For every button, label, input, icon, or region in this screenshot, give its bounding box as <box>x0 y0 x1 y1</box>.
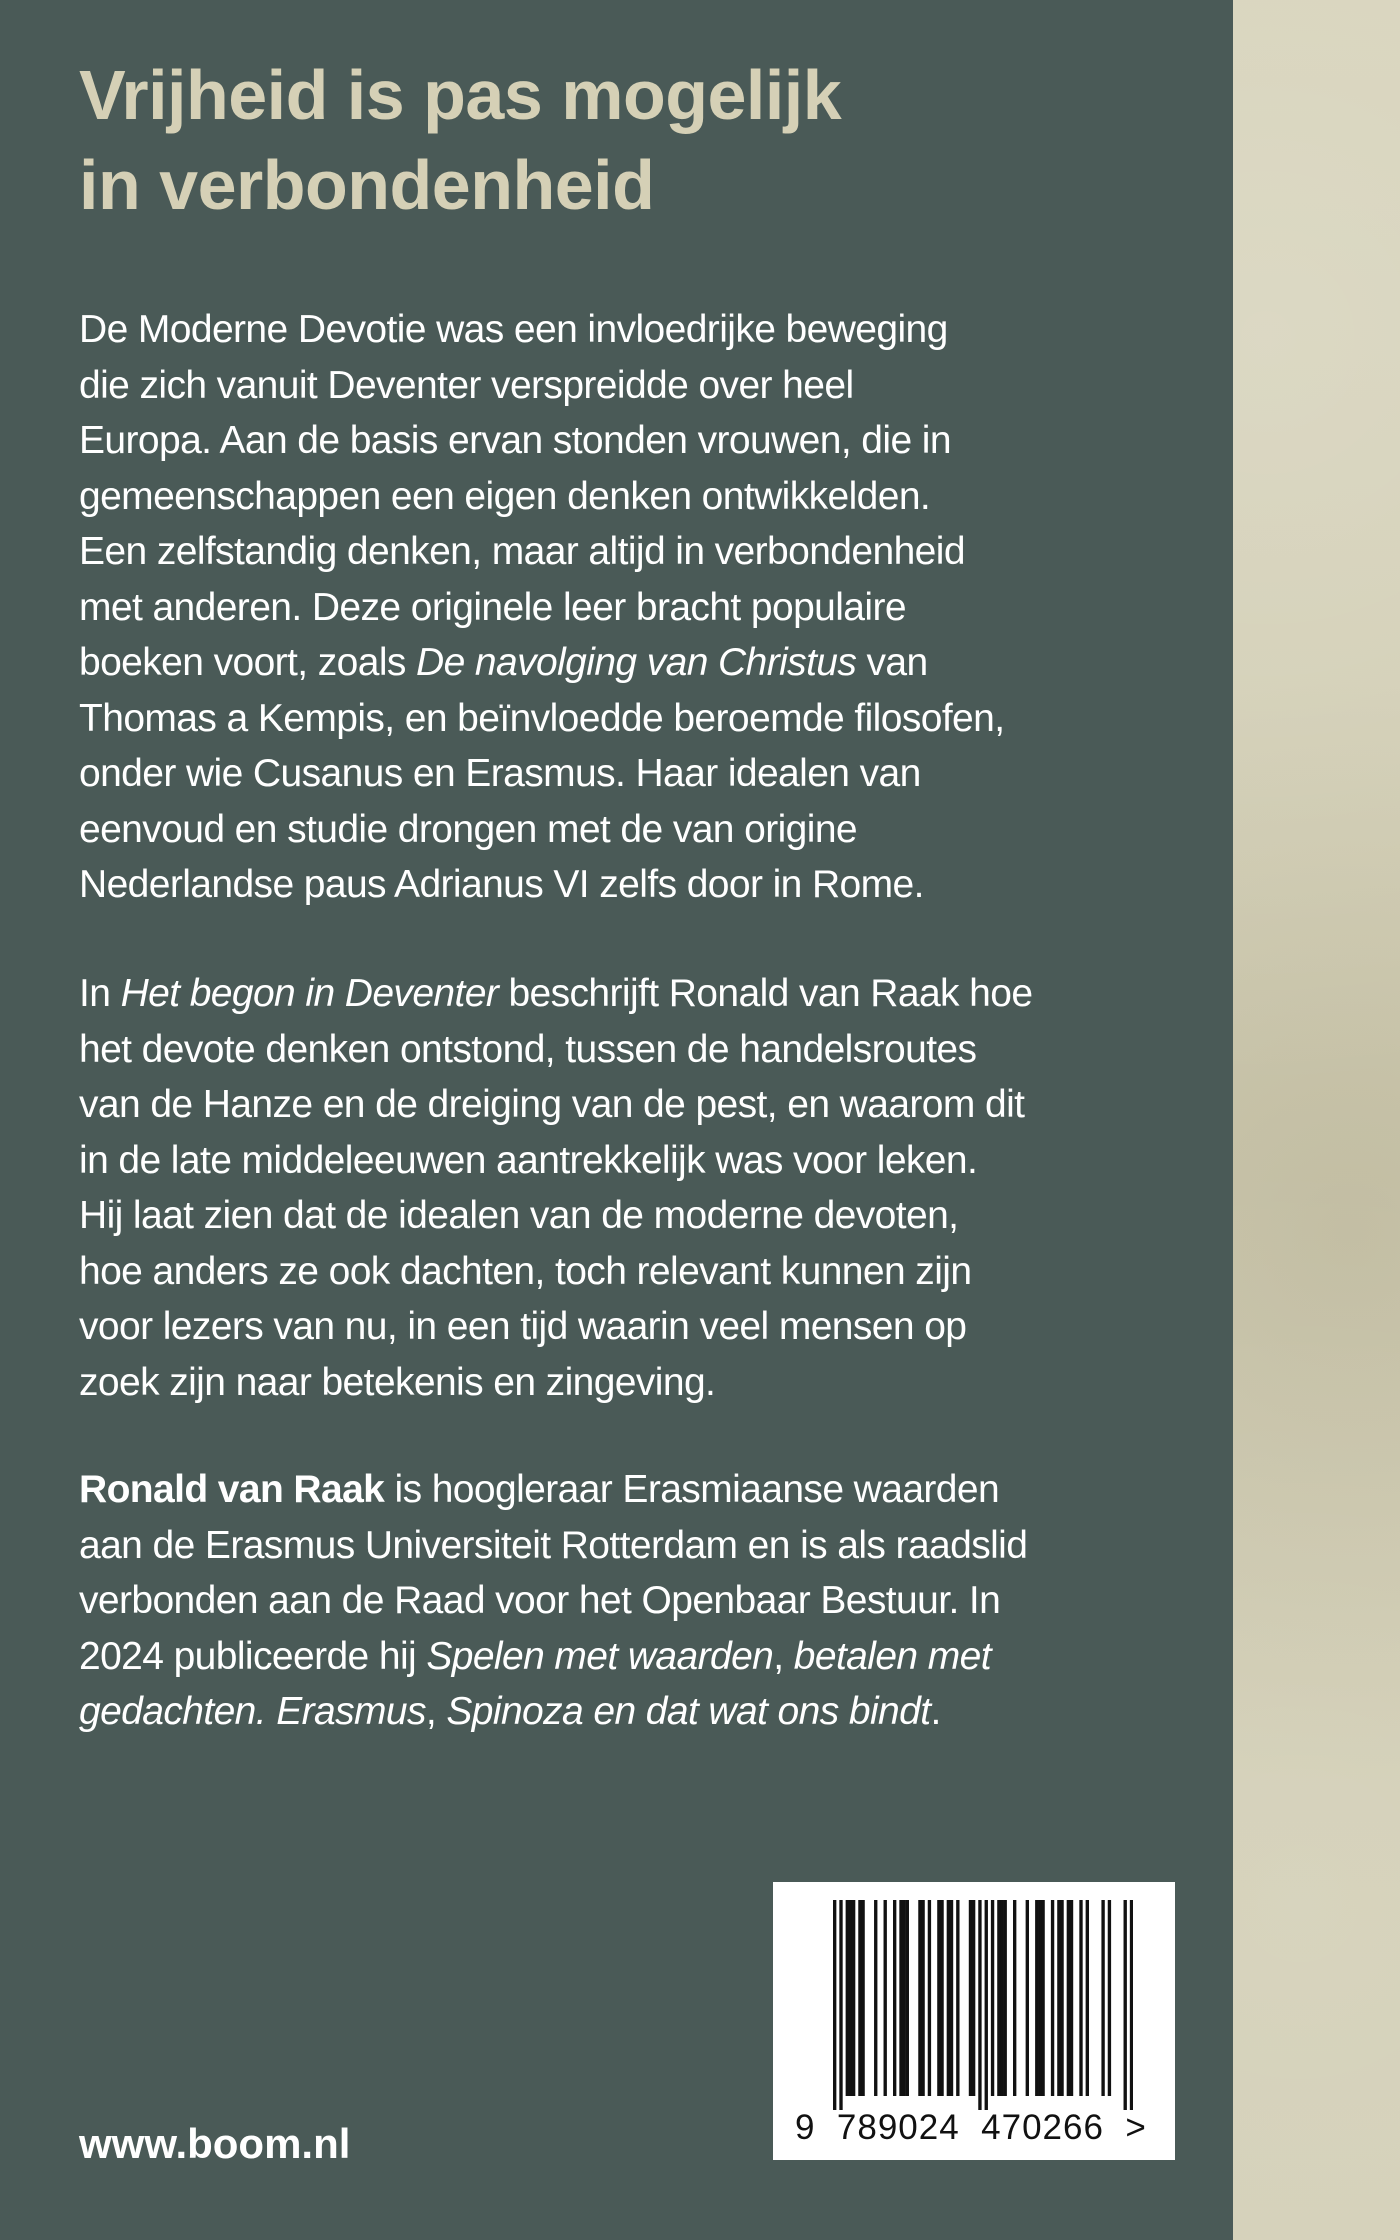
text-run: In <box>79 972 121 1015</box>
barcode-bar <box>947 1900 950 2096</box>
barcode-bar <box>918 1900 921 2096</box>
barcode-bar <box>969 1900 972 2096</box>
text-run: beschrijft Ronald van Raak hoe <box>498 972 1033 1015</box>
text-line: Thomas a Kempis, en beïnvloedde beroemde filosofen, <box>79 696 1005 740</box>
text-line: die zich vanuit Deventer verspreidde over heel <box>79 363 854 407</box>
text-line: zoek zijn naar betekenis en zingeving. <box>79 1360 716 1404</box>
barcode-bar <box>978 1900 981 2110</box>
text-line: hoe anders ze ook dachten, toch relevant kunnen zijn <box>79 1249 972 1293</box>
barcode-bar <box>899 1900 902 2096</box>
headline <box>79 50 1179 230</box>
text-line: gemeenschappen een eigen denken ontwikkelden. <box>79 474 931 518</box>
barcode-bar <box>991 1900 994 2096</box>
book-title-italic: Het begon in Deventer <box>120 972 499 1015</box>
text-line <box>79 1684 1189 1740</box>
blurb-paragraph-1 <box>79 302 1189 913</box>
text-line: eenvoud en studie drongen met de van origine <box>79 807 858 851</box>
barcode-bar <box>858 1900 861 2096</box>
barcode-bar <box>1035 1900 1038 2096</box>
text-line: Europa. Aan de basis ervan stonden vrouwen, die in <box>79 419 951 462</box>
barcode-bar <box>1000 1900 1003 2096</box>
text-line: van de Hanze en de dreiging van de pest, en waarom dit <box>79 1083 1025 1126</box>
barcode-bar <box>985 1900 988 2110</box>
barcode-bar <box>1086 1900 1089 2096</box>
book-title-italic: Spinoza en dat wat ons bindt <box>446 1690 931 1733</box>
barcode-bar <box>972 1900 975 2096</box>
text-line: aan de Erasmus Universiteit Rotterdam en is als raadslid <box>79 1523 1028 1567</box>
paper-texture-edge <box>1233 0 1400 2240</box>
text-run: 2024 publiceerde hij <box>79 1634 427 1678</box>
author-name: Ronald van Raak <box>79 1468 385 1511</box>
barcode-bar <box>1013 1900 1016 2096</box>
text-run: , <box>425 1690 447 1733</box>
barcode-bar <box>906 1900 909 2096</box>
book-title-italic: betalen met <box>793 1634 991 1678</box>
barcode-bar <box>1026 1900 1029 2096</box>
book-title-italic: De navolging van Christus <box>416 641 857 684</box>
text-run: is hoogleraar Erasmiaanse waarden <box>384 1468 1000 1511</box>
barcode-bar <box>1051 1900 1054 2096</box>
text-line <box>79 966 1189 1022</box>
text-line: onder wie Cusanus en Erasmus. Haar idealen van <box>79 752 921 795</box>
barcode-bar <box>884 1900 887 2096</box>
text-line: Nederlandse paus Adrianus VI zelfs door in Rome. <box>79 863 924 906</box>
text-run: van <box>856 641 928 684</box>
barcode-bar <box>852 1900 855 2096</box>
barcode-bar <box>1067 1900 1070 2096</box>
text-run: , <box>773 1634 794 1678</box>
headline-line-1: Vrijheid is pas mogelijk <box>79 56 842 134</box>
barcode-bar <box>1004 1900 1007 2096</box>
barcode-bar <box>1101 1900 1104 2096</box>
text-run: . <box>930 1690 941 1733</box>
barcode-bars <box>833 1900 1133 2110</box>
book-title-italic: Spelen met waarden <box>426 1634 774 1678</box>
headline-line-2: in verbondenheid <box>79 146 655 224</box>
barcode-bar <box>861 1900 864 2096</box>
barcode-bar <box>833 1900 836 2110</box>
barcode-bar <box>937 1900 940 2096</box>
barcode-bar <box>1070 1900 1073 2096</box>
barcode-bar <box>950 1900 953 2096</box>
barcode-bar <box>1060 1900 1063 2096</box>
barcode-bar <box>893 1900 896 2096</box>
author-bio <box>79 1462 1189 1740</box>
publisher-website: www.boom.nl <box>79 2120 351 2167</box>
barcode-bar <box>846 1900 849 2096</box>
barcode-bar <box>940 1900 943 2096</box>
barcode-bar <box>1124 1900 1127 2110</box>
barcode-bar <box>997 1900 1000 2096</box>
barcode-bar <box>1130 1900 1133 2110</box>
barcode-digits: 9 789024 470266 > <box>795 2108 1147 2147</box>
text-line: voor lezers van nu, in een tijd waarin veel mensen op <box>79 1305 967 1348</box>
barcode-bar <box>1057 1900 1060 2096</box>
barcode-bar <box>902 1900 905 2096</box>
barcode-bar <box>921 1900 924 2096</box>
barcode-bar <box>874 1900 877 2096</box>
text-line: in de late middeleeuwen aantrekkelijk was voor leken. <box>79 1138 978 1182</box>
barcode-bar <box>849 1900 852 2096</box>
text-line: het devote denken ontstond, tussen de handelsroutes <box>79 1027 977 1071</box>
blurb-paragraph-2 <box>79 966 1189 1410</box>
barcode-bar <box>956 1900 959 2096</box>
barcode-bar <box>1108 1900 1111 2096</box>
text-line: De Moderne Devotie was een invloedrijke beweging <box>79 308 948 351</box>
text-line <box>79 635 1189 691</box>
text-run: boeken voort, zoals <box>79 641 417 684</box>
book-title-italic: gedachten. Erasmus <box>79 1690 426 1733</box>
barcode-bar <box>839 1900 842 2110</box>
text-line: Hij laat zien dat de idealen van de moderne devoten, <box>79 1194 959 1237</box>
barcode-bar <box>1038 1900 1041 2096</box>
text-line: verbonden aan de Raad voor het Openbaar Bestuur. In <box>79 1579 1001 1622</box>
text-line <box>79 1629 1189 1685</box>
barcode-bar <box>928 1900 931 2096</box>
barcode-bar <box>1041 1900 1044 2096</box>
barcode-bar <box>1079 1900 1082 2096</box>
text-line <box>79 1462 1189 1518</box>
isbn-barcode <box>773 1882 1175 2160</box>
text-line: met anderen. Deze originele leer bracht populaire <box>79 585 906 629</box>
text-line: Een zelfstandig denken, maar altijd in verbondenheid <box>79 530 965 573</box>
